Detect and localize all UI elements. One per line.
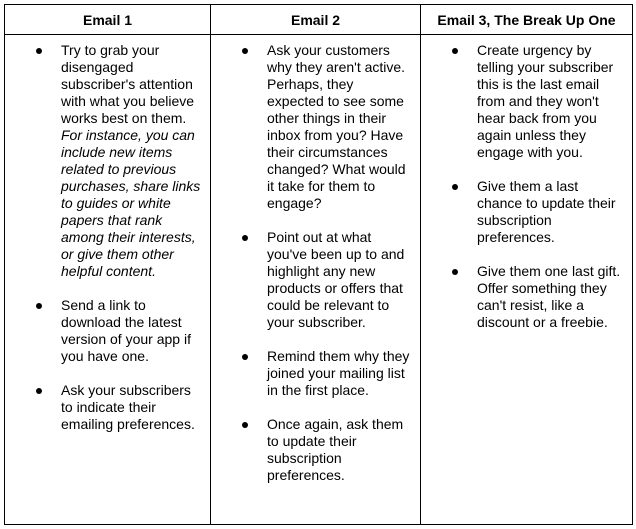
header-row [5,5,633,35]
list-item-text: Ask your subscribers to indicate their emailing preferences. [61,382,195,432]
bullet-icon [452,48,458,54]
list-item-text: Ask your customers why they aren't active. Perhaps, they expected to see some other things in their inbox from you? Have their circumstances changed? What would it take for them to engage? [267,42,406,211]
email-2-list [217,42,414,484]
list-item [11,382,204,433]
content-row [5,35,633,525]
list-item [217,348,414,399]
list-item [11,42,204,280]
bullet-icon [242,235,248,241]
bullet-icon [242,48,248,54]
list-item-text: Give them one last gift. Offer something they can't resist, like a discount or a freebie. [477,263,621,330]
list-item-text: Create urgency by telling your subscriber this is the last email from and they won't hear back from you again unless they engage with you. [477,42,614,160]
email-1-list [11,42,204,433]
list-item [427,42,626,161]
list-item-text: Remind them why they joined your mailing list in the first place. [267,348,410,398]
list-item-text: Try to grab your disengaged subscriber's attention with what you believe works best on them. [61,42,195,126]
list-item-italic-text: For instance, you can include new items related to previous purchases, share links to guides or white papers that rank among their interests, or give them other helpful content. [61,127,201,279]
list-item [217,416,414,484]
list-item-text: Give them a last chance to update their subscription preferences. [477,178,616,245]
list-item [217,229,414,331]
list-item [427,263,626,331]
bullet-icon [242,422,248,428]
bullet-icon [242,354,248,360]
header-email-2: Email 2 [211,5,421,35]
email-sequence-table [4,4,633,525]
bullet-icon [452,184,458,190]
list-item-text: Send a link to download the latest version of your app if you have one. [61,297,191,364]
list-item [427,178,626,246]
list-item [217,42,414,212]
email-3-cell [421,35,633,525]
email-1-cell [5,35,211,525]
email-3-list [427,42,626,331]
bullet-icon [452,269,458,275]
email-2-cell [211,35,421,525]
bullet-icon [36,388,42,394]
bullet-icon [36,48,42,54]
header-email-3: Email 3, The Break Up One [421,5,633,35]
header-email-1: Email 1 [5,5,211,35]
list-item [11,297,204,365]
list-item-text: Point out at what you've been up to and highlight any new products or offers that could be relevant to your subscriber. [267,229,405,330]
list-item-text: Once again, ask them to update their subscription preferences. [267,416,404,483]
bullet-icon [36,303,42,309]
